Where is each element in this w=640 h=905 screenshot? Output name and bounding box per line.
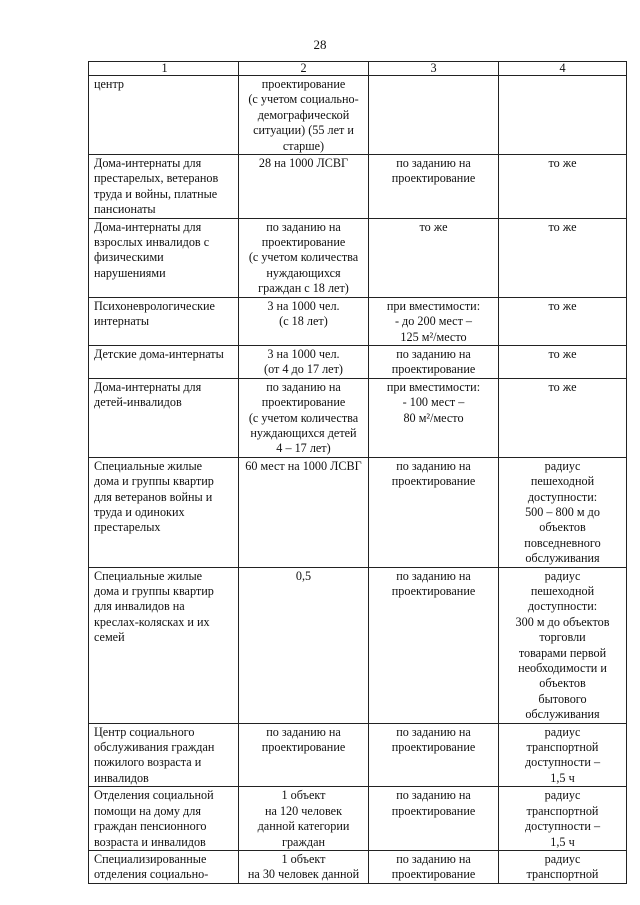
area-cell: по заданию на проектирование xyxy=(369,567,499,723)
header-cell: 3 xyxy=(369,62,499,76)
facility-cell: центр xyxy=(89,76,239,155)
table-row xyxy=(89,850,627,883)
accessibility-cell xyxy=(499,76,627,155)
norms-table xyxy=(88,61,627,884)
facility-cell: Центр социального обслуживания граждан пожилого возраста и инвалидов xyxy=(89,723,239,787)
facility-cell: Дома-интернаты для взрослых инвалидов с физическими нарушениями xyxy=(89,218,239,297)
table-row xyxy=(89,723,627,787)
table-row xyxy=(89,378,627,457)
accessibility-cell: радиус пешеходной доступности: 300 м до объектов торговли товарами первой необходимости и объектов бытового обслуживания xyxy=(499,567,627,723)
table-row xyxy=(89,787,627,851)
norm-cell: по заданию на проектирование xyxy=(239,723,369,787)
facility-cell: Детские дома-интернаты xyxy=(89,345,239,378)
norm-cell: 0,5 xyxy=(239,567,369,723)
accessibility-cell: радиус пешеходной доступности: 500 – 800 м до объектов повседневного обслуживания xyxy=(499,457,627,567)
area-cell: по заданию на проектирование xyxy=(369,787,499,851)
accessibility-cell: то же xyxy=(499,297,627,345)
norm-cell: по заданию на проектирование (с учетом количества нуждающихся детей 4 – 17 лет) xyxy=(239,378,369,457)
accessibility-cell: то же xyxy=(499,218,627,297)
norm-cell: 28 на 1000 ЛСВГ xyxy=(239,155,369,219)
facility-cell: Дома-интернаты для детей-инвалидов xyxy=(89,378,239,457)
area-cell: по заданию на проектирование xyxy=(369,850,499,883)
table-row xyxy=(89,76,627,155)
table-header-row xyxy=(89,62,627,76)
accessibility-cell: то же xyxy=(499,345,627,378)
header-cell: 2 xyxy=(239,62,369,76)
area-cell: по заданию на проектирование xyxy=(369,457,499,567)
facility-cell: Отделения социальной помощи на дому для граждан пенсионного возраста и инвалидов xyxy=(89,787,239,851)
facility-cell: Специализированные отделения социально- xyxy=(89,850,239,883)
table-row xyxy=(89,345,627,378)
accessibility-cell: радиус транспортной доступности – 1,5 ч xyxy=(499,787,627,851)
header-cell: 4 xyxy=(499,62,627,76)
norm-cell: 3 на 1000 чел. (от 4 до 17 лет) xyxy=(239,345,369,378)
accessibility-cell: радиус транспортной xyxy=(499,850,627,883)
header-cell: 1 xyxy=(89,62,239,76)
norm-cell: 60 мест на 1000 ЛСВГ xyxy=(239,457,369,567)
accessibility-cell: радиус транспортной доступности – 1,5 ч xyxy=(499,723,627,787)
accessibility-cell: то же xyxy=(499,155,627,219)
area-cell: то же xyxy=(369,218,499,297)
table-row xyxy=(89,567,627,723)
table-row xyxy=(89,457,627,567)
norm-cell: 1 объект на 30 человек данной xyxy=(239,850,369,883)
area-cell: при вместимости: - 100 мест – 80 м²/место xyxy=(369,378,499,457)
table-row xyxy=(89,297,627,345)
norm-cell: проектирование (с учетом социально- демографической ситуации) (55 лет и старше) xyxy=(239,76,369,155)
facility-cell: Дома-интернаты для престарелых, ветеранов труда и войны, платные пансионаты xyxy=(89,155,239,219)
area-cell xyxy=(369,76,499,155)
area-cell: при вместимости: - до 200 мест – 125 м²/место xyxy=(369,297,499,345)
page-number: 28 xyxy=(313,37,327,52)
area-cell: по заданию на проектирование xyxy=(369,155,499,219)
table-row xyxy=(89,155,627,219)
accessibility-cell: то же xyxy=(499,378,627,457)
area-cell: по заданию на проектирование xyxy=(369,723,499,787)
table-row xyxy=(89,218,627,297)
facility-cell: Психоневрологические интернаты xyxy=(89,297,239,345)
norm-cell: по заданию на проектирование (с учетом количества нуждающихся граждан с 18 лет) xyxy=(239,218,369,297)
area-cell: по заданию на проектирование xyxy=(369,345,499,378)
facility-cell: Специальные жилые дома и группы квартир для ветеранов войны и труда и одиноких престарелых xyxy=(89,457,239,567)
facility-cell: Специальные жилые дома и группы квартир для инвалидов на креслах-колясках и их семей xyxy=(89,567,239,723)
norm-cell: 3 на 1000 чел. (с 18 лет) xyxy=(239,297,369,345)
norm-cell: 1 объект на 120 человек данной категории граждан xyxy=(239,787,369,851)
